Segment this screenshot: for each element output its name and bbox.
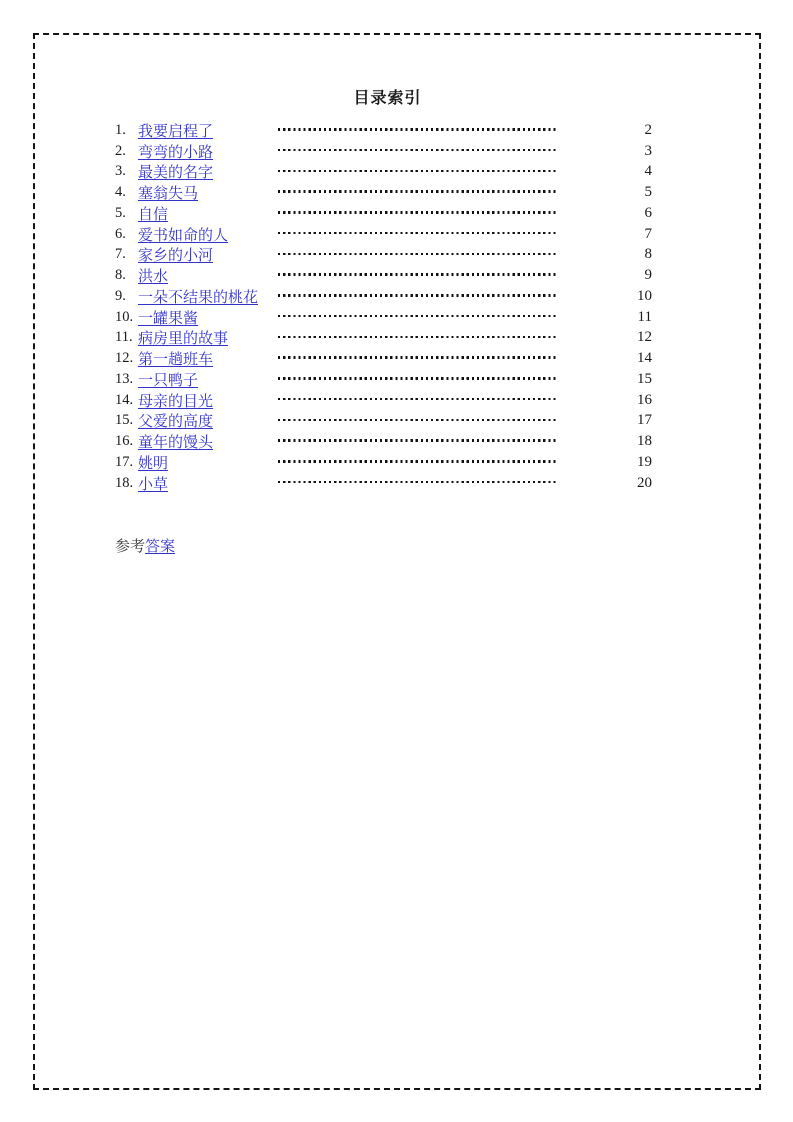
toc-item-title [138, 203, 278, 224]
toc-row [115, 162, 660, 183]
toc-item-number: 16. [115, 433, 134, 450]
toc-item-title [138, 244, 278, 265]
toc-item-number: 11. [115, 329, 133, 346]
toc-item-title [138, 327, 278, 348]
toc-item-number: 17. [115, 453, 134, 470]
toc-row [115, 473, 660, 494]
toc-row [115, 265, 660, 286]
toc-page-number: 3 [644, 142, 652, 159]
toc-item-link[interactable]: 母亲的目光 [138, 393, 214, 410]
toc-item-title [138, 410, 278, 431]
toc-item-title [138, 390, 278, 411]
toc-item-link[interactable]: 家乡的小河 [138, 248, 214, 265]
answer-link[interactable]: 答案 [145, 538, 176, 555]
answer-reference-line [115, 537, 660, 558]
dotted-leader [278, 149, 558, 151]
toc-item-title [138, 120, 278, 141]
dotted-leader [278, 336, 558, 338]
toc-page-number: 19 [637, 453, 652, 470]
toc-item-title [138, 473, 278, 494]
toc-item-link[interactable]: 爱书如命的人 [138, 227, 229, 244]
toc-item-number: 9. [115, 287, 126, 304]
toc-item-number: 10. [115, 308, 134, 325]
toc-item-number: 5. [115, 204, 126, 221]
dotted-leader [278, 170, 558, 172]
toc-item-link[interactable]: 姚明 [138, 455, 169, 472]
dotted-leader [278, 315, 558, 317]
toc-page-number: 6 [644, 204, 652, 221]
toc-row [115, 307, 660, 328]
dotted-leader [278, 460, 558, 462]
toc-item-link[interactable]: 第一趟班车 [138, 352, 214, 369]
toc-page-number: 8 [644, 246, 652, 263]
toc-item-link[interactable]: 童年的馒头 [138, 435, 214, 452]
toc-item-number: 7. [115, 246, 126, 263]
toc-row [115, 182, 660, 203]
dotted-leader [278, 439, 558, 441]
toc-row [115, 120, 660, 141]
dotted-leader [278, 294, 558, 296]
toc-page-number: 15 [637, 370, 652, 387]
toc-item-link[interactable]: 我要启程了 [138, 123, 214, 140]
toc-row [115, 369, 660, 390]
toc-page-number: 14 [637, 350, 652, 367]
toc-item-link[interactable]: 小草 [138, 476, 169, 493]
toc-row [115, 245, 660, 266]
toc-row [115, 328, 660, 349]
dotted-leader [278, 419, 558, 421]
toc-page-number: 17 [637, 412, 652, 429]
toc-item-title [138, 431, 278, 452]
toc-item-number: 18. [115, 474, 134, 491]
toc-item-title [138, 348, 278, 369]
dotted-leader [278, 253, 558, 255]
toc-row [115, 431, 660, 452]
toc-item-link[interactable]: 洪水 [138, 269, 169, 286]
toc-page-number: 11 [637, 308, 652, 325]
toc-page-number: 16 [637, 391, 652, 408]
toc-row [115, 141, 660, 162]
toc-list [115, 120, 660, 494]
toc-item-title [138, 452, 278, 473]
toc-item-number: 12. [115, 350, 134, 367]
dotted-leader [278, 211, 558, 213]
toc-item-number: 13. [115, 370, 134, 387]
toc-page-number: 18 [637, 433, 652, 450]
toc-item-link[interactable]: 一朵不结果的桃花 [138, 289, 259, 306]
toc-content [115, 88, 660, 558]
toc-item-title [138, 265, 278, 286]
toc-row [115, 203, 660, 224]
toc-page-number: 12 [637, 329, 652, 346]
toc-page-number: 10 [637, 287, 652, 304]
answer-prefix-text: 参考 [115, 538, 146, 555]
toc-row [115, 224, 660, 245]
dotted-leader [278, 273, 558, 275]
toc-item-link[interactable]: 父爱的高度 [138, 414, 214, 431]
toc-item-number: 2. [115, 142, 126, 159]
dotted-leader [278, 232, 558, 234]
toc-item-title [138, 307, 278, 328]
toc-page-number: 4 [644, 163, 652, 180]
toc-item-number: 8. [115, 267, 126, 284]
toc-item-title [138, 141, 278, 162]
toc-row [115, 286, 660, 307]
toc-page-number: 20 [637, 474, 652, 491]
toc-item-number: 4. [115, 184, 126, 201]
toc-page-number: 5 [644, 184, 652, 201]
toc-item-number: 1. [115, 121, 126, 138]
toc-row [115, 452, 660, 473]
toc-item-link[interactable]: 病房里的故事 [138, 331, 229, 348]
toc-item-link[interactable]: 自信 [138, 206, 169, 223]
toc-page-number: 9 [644, 267, 652, 284]
toc-item-title [138, 224, 278, 245]
dotted-leader [278, 398, 558, 400]
dotted-leader [278, 190, 558, 192]
toc-item-title [138, 182, 278, 203]
toc-row [115, 348, 660, 369]
dotted-leader [278, 128, 558, 130]
toc-row [115, 390, 660, 411]
toc-page-number: 7 [644, 225, 652, 242]
toc-item-title [138, 369, 278, 390]
toc-item-title [138, 286, 278, 307]
toc-item-title [138, 161, 278, 182]
dotted-leader [278, 481, 558, 483]
toc-row [115, 411, 660, 432]
toc-item-link[interactable]: 一只鸭子 [138, 372, 199, 389]
toc-item-number: 3. [115, 163, 126, 180]
page-title: 目录索引 [353, 90, 422, 107]
dotted-leader [278, 377, 558, 379]
toc-page-number: 2 [644, 121, 652, 138]
toc-item-link[interactable]: 最美的名字 [138, 165, 214, 182]
toc-item-number: 14. [115, 391, 134, 408]
toc-item-link[interactable]: 一罐果酱 [138, 310, 199, 327]
toc-item-number: 6. [115, 225, 126, 242]
dotted-leader [278, 356, 558, 358]
toc-item-number: 15. [115, 412, 134, 429]
toc-item-link[interactable]: 塞翁失马 [138, 186, 199, 203]
toc-item-link[interactable]: 弯弯的小路 [138, 144, 214, 161]
